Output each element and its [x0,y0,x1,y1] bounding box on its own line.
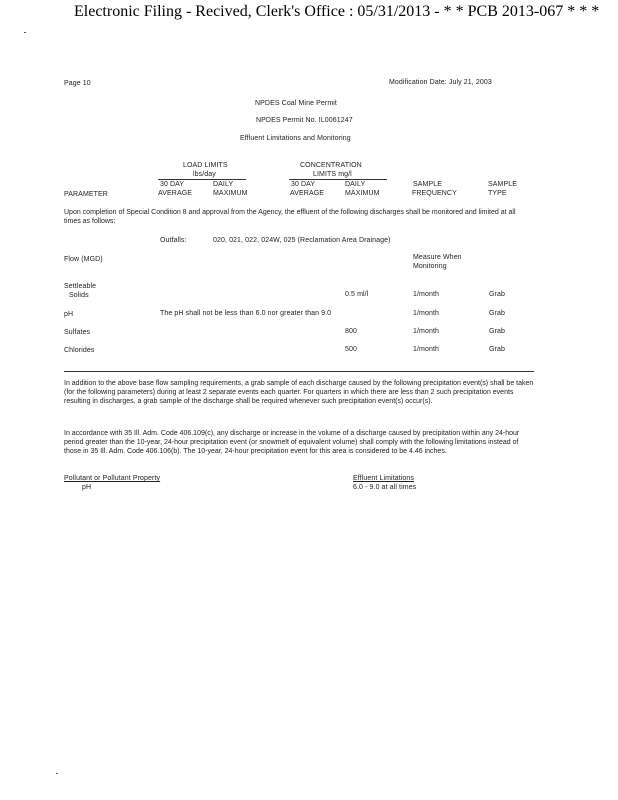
col-parameter: PARAMETER [64,191,108,198]
load-limits-header: LOAD LIMITS [183,162,228,169]
scan-speck [56,773,58,774]
col-load-avg-line1: 30 DAY [160,181,185,188]
pollutant-value: pH [82,484,92,491]
col-conc-max-line2: MAXIMUM [345,190,380,197]
param-chlorides: Chlorides [64,347,95,354]
load-limits-units: lbs/day [193,171,216,178]
col-conc-avg-line1: 30 DAY [291,181,316,188]
col-load-avg-line2: AVERAGE [158,190,193,197]
addition-paragraph: In addition to the above base flow sampling requirements, a grab sample of each discharge caused by the following precipitation event(s) shall be taken (for the following parameters) during at least 2 separate events each quarter. For quarters in which there are less than 2 such precipitation events resulting in discharges, a grab sample of the discharge shall be required whenever such precipitation event(s) occur(s). [64,380,534,405]
filing-stamp: Electronic Filing - Recived, Clerk's Office : 05/31/2013 - * * PCB 2013-067 * * * [74,3,600,20]
concentration-limits-units: LIMITS mg/l [313,171,352,178]
col-frequency-line2: FREQUENCY [412,190,457,197]
effluent-limitations-header: Effluent Limitations [353,475,415,482]
col-type-line1: SAMPLE [488,181,517,188]
sulfates-frequency: 1/month [413,328,439,335]
ph-frequency: 1/month [413,310,439,317]
permit-title: NPDES Coal Mine Permit [255,100,337,107]
sulfates-type: Grab [489,328,505,335]
sulfates-max-conc: 800 [345,328,357,335]
flow-frequency-line1: Measure When [413,254,462,261]
permit-number: NPDES Permit No. IL0061247 [256,117,353,124]
param-ph: pH [64,311,74,318]
col-conc-max-line1: DAILY [345,181,366,188]
ph-type: Grab [489,310,505,317]
accordance-paragraph: In accordance with 35 Ill. Adm. Code 406.109(c), any discharge or increase in the volume of a discharge caused by precipitation within any 24-hour period greater than the 10-year, 24-hour precipitation event (or snowmelt of equivalent volume) shall comply with the following limitations instead of those in 35 Ill. Adm. Code 406.106(b). The 10-year, 24-hour precipitation event for this area is considered to be 4.46 inches. [64,430,520,455]
col-load-max-line1: DAILY [213,181,234,188]
ph-limit-text: The pH shall not be less than 6.0 nor greater than 9.0 [160,310,332,317]
scan-speck [24,32,26,33]
settleable-frequency: 1/month [413,291,439,298]
concentration-limits-header: CONCENTRATION [300,162,362,169]
section-title: Effluent Limitations and Monitoring [240,135,351,142]
col-frequency-line1: SAMPLE [413,181,442,188]
settleable-type: Grab [489,291,505,298]
outfalls-label: Outfalls: [160,237,187,244]
outfalls-value: 020, 021, 022, 024W, 025 (Reclamation Area Drainage) [213,237,391,244]
chlorides-frequency: 1/month [413,346,439,353]
flow-frequency-line2: Monitoring [413,263,447,270]
param-flow: Flow (MGD) [64,256,103,263]
modification-date: Modification Date: July 21, 2003 [389,79,492,86]
effluent-limitations-value: 6.0 - 9.0 at all times [353,484,417,491]
param-sulfates: Sulfates [64,329,91,336]
intro-paragraph: Upon completion of Special Condition 8 and approval from the Agency, the effluent of the following discharges shall be monitored and limited at all times as follows: [64,209,516,225]
load-limits-rule [158,179,246,180]
settleable-max-conc: 0.5 ml/l [345,291,369,298]
col-type-line2: TYPE [488,190,507,197]
pollutant-header: Pollutant or Pollutant Property [64,475,161,482]
chlorides-max-conc: 500 [345,346,357,353]
section-divider [64,371,534,372]
param-settleable-line1: Settleable [64,283,97,290]
page-label: Page 10 [64,80,91,87]
concentration-limits-rule [289,179,387,180]
col-conc-avg-line2: AVERAGE [290,190,325,197]
chlorides-type: Grab [489,346,505,353]
col-load-max-line2: MAXIMUM [213,190,248,197]
param-settleable-line2: Solids [69,292,89,299]
